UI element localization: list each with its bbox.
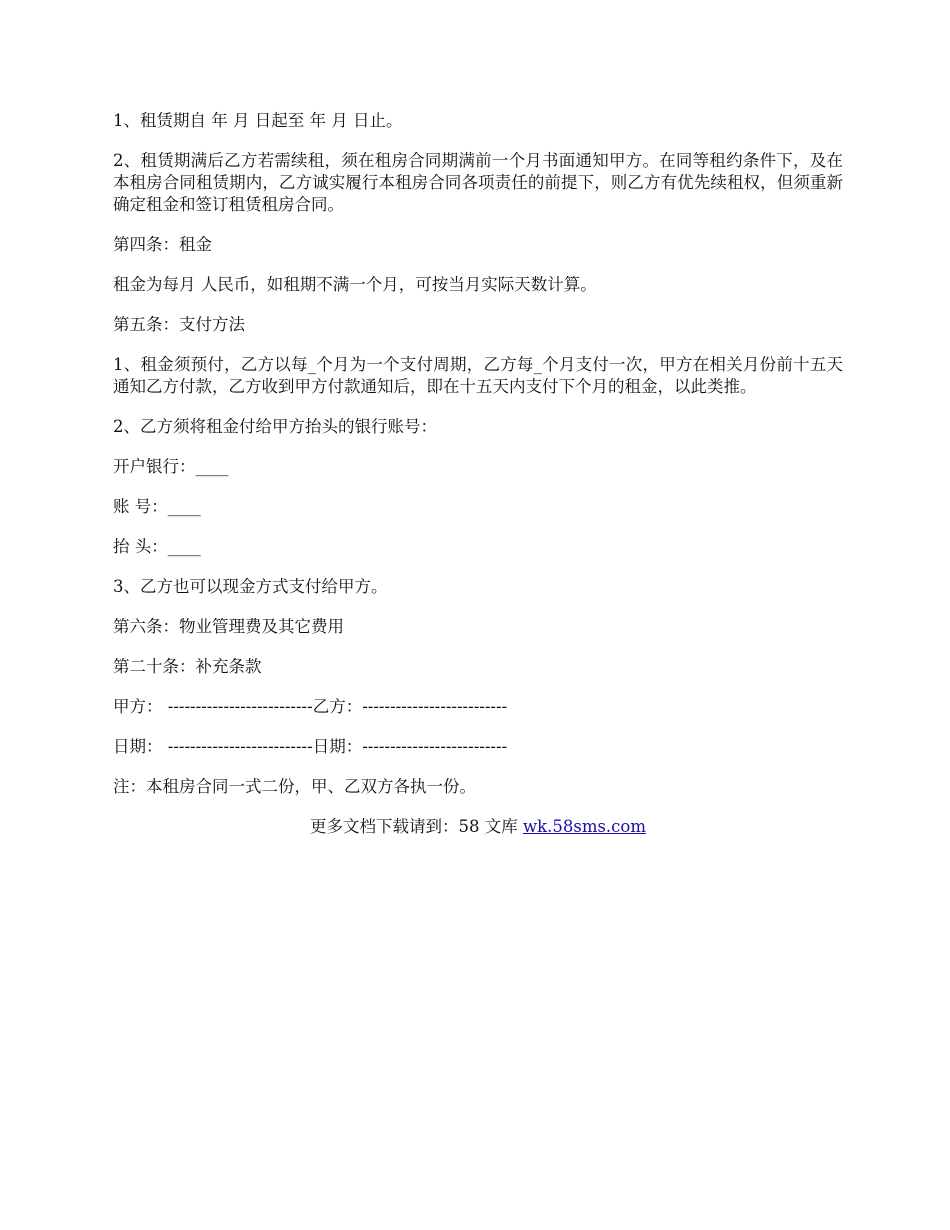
footer-link[interactable]: wk.58sms.com — [522, 817, 646, 836]
date-line: 日期： --------------------------日期：-------------------------- — [113, 737, 508, 756]
rent-amount-clause: 租金为每月 人民币，如租期不满一个月，可按当月实际天数计算。 — [113, 275, 597, 294]
article-4-heading: 第四条：租金 — [113, 235, 212, 254]
prepayment-clause: 1、租金须预付，乙方以每_个月为一个支付周期，乙方每_个月支付一次，甲方在相关月份前十五天通知乙方付款，乙方收到甲方付款通知后，即在十五天内支付下个月的租金，以此类推。 — [113, 355, 843, 396]
article-6-heading: 第六条：物业管理费及其它费用 — [113, 617, 344, 636]
cash-payment-clause: 3、乙方也可以现金方式支付给甲方。 — [113, 577, 388, 596]
bank-name-line: 开户银行：____ — [113, 457, 229, 476]
signature-line: 甲方： --------------------------乙方：-------------------------- — [113, 697, 508, 716]
renewal-clause: 2、租赁期满后乙方若需续租，须在租房合同期满前一个月书面通知甲方。在同等租约条件下，及在本租房合同租赁期内，乙方诚实履行本租房合同各项责任的前提下，则乙方有优先续租权，但须重新确定租金和签订租赁租房合同。 — [113, 151, 843, 214]
lease-term-clause: 1、租赁期自 年 月 日起至 年 月 日止。 — [113, 111, 403, 130]
footer-text: 更多文档下载请到：58 文库 — [309, 817, 523, 836]
article-5-heading: 第五条：支付方法 — [113, 315, 245, 334]
account-holder-line: 抬 头：____ — [113, 537, 201, 556]
document-page — [113, 110, 843, 838]
bank-account-clause: 2、乙方须将租金付给甲方抬头的银行账号： — [113, 417, 437, 436]
download-footer — [113, 816, 843, 838]
account-number-line: 账 号：____ — [113, 497, 201, 516]
copies-note: 注：本租房合同一式二份，甲、乙双方各执一份。 — [113, 777, 476, 796]
article-20-heading: 第二十条：补充条款 — [113, 657, 262, 676]
